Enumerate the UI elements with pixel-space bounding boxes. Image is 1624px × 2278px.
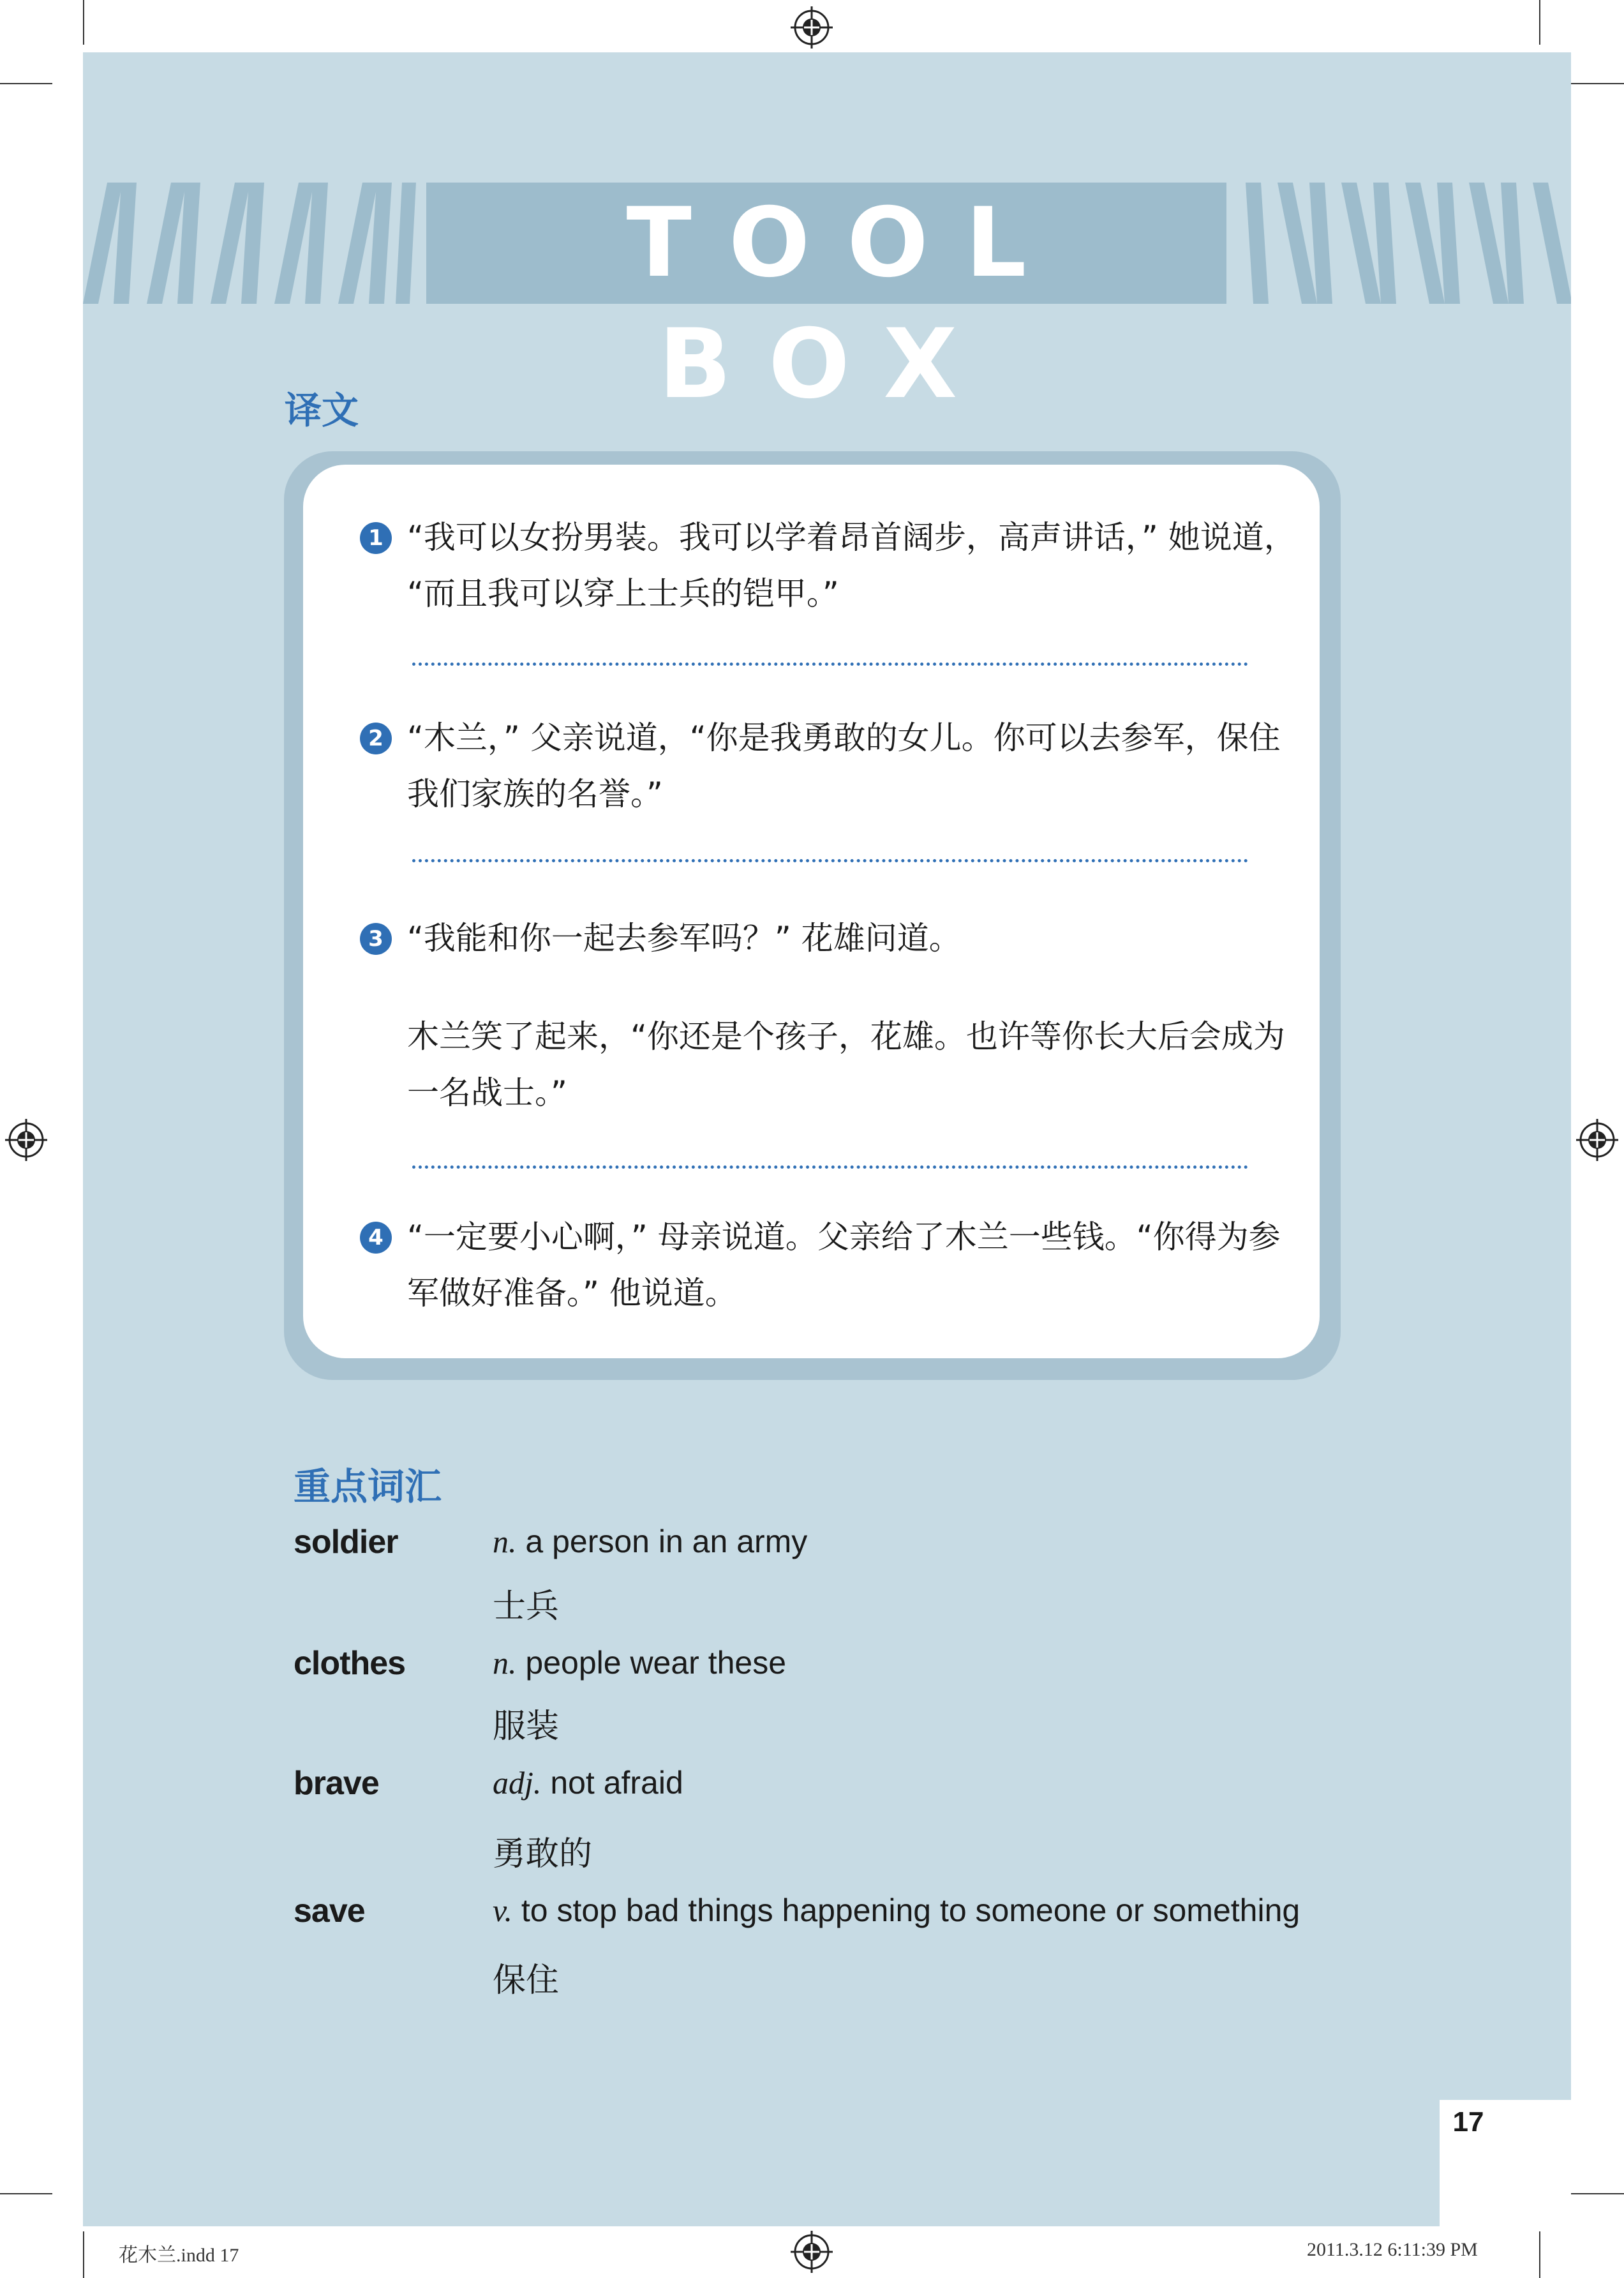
item-number-badge: 2: [360, 723, 392, 754]
registration-mark-icon: [1576, 1119, 1618, 1161]
definition-text: not afraid: [550, 1765, 683, 1801]
vocab-definition: [493, 1644, 786, 1681]
vocab-term: clothes: [294, 1645, 406, 1682]
translation-line: “一定要小心啊，” 母亲说道。父亲给了木兰一些钱。“你得为参: [407, 1218, 1281, 1255]
vocab-chinese: 服装: [493, 1707, 560, 1746]
vocab-term: soldier: [294, 1524, 398, 1561]
slug-timestamp: 2011.3.12 6:11:39 PM: [1307, 2239, 1478, 2260]
item-number-badge: 3: [360, 923, 392, 955]
translation-line: 我们家族的名誉。”: [407, 776, 663, 813]
translation-line: “我可以女扮男装。我可以学着昂首阔步，高声讲话，” 她说道，: [407, 519, 1296, 556]
registration-mark-icon: [791, 6, 833, 49]
item-number-badge: 4: [360, 1222, 392, 1254]
vocab-chinese: 士兵: [493, 1587, 560, 1626]
definition-text: people wear these: [525, 1645, 787, 1681]
crop-mark: [1539, 2231, 1540, 2278]
crop-mark: [0, 83, 52, 84]
crop-mark: [0, 2193, 52, 2194]
vocab-term: save: [294, 1892, 365, 1930]
registration-mark-icon: [5, 1119, 47, 1161]
translation-heading: 译文: [285, 389, 359, 432]
part-of-speech: n.: [493, 1524, 517, 1559]
dotted-divider: [412, 1165, 1248, 1169]
vocab-heading: 重点词汇: [294, 1465, 442, 1508]
crop-mark: [83, 2231, 84, 2278]
crop-mark: [1571, 2193, 1624, 2194]
crop-mark: [1571, 83, 1624, 84]
translation-line: 一名战士。”: [407, 1074, 567, 1111]
vocab-term: brave: [294, 1765, 379, 1802]
definition-text: a person in an army: [525, 1524, 808, 1559]
translation-line: “我能和你一起去参军吗？” 花雄问道。: [407, 920, 961, 957]
dotted-divider: [412, 859, 1248, 862]
vocab-chinese: 勇敢的: [493, 1835, 593, 1873]
part-of-speech: adj.: [493, 1765, 542, 1801]
slug-filename: 花木兰.indd 17: [119, 2245, 239, 2266]
crop-mark: [1539, 0, 1540, 45]
translation-line: 木兰笑了起来，“你还是个孩子，花雄。也许等你长大后会成为: [407, 1018, 1285, 1055]
part-of-speech: v.: [493, 1892, 512, 1928]
item-number-badge: 1: [360, 522, 392, 554]
dotted-divider: [412, 663, 1248, 666]
part-of-speech: n.: [493, 1645, 517, 1681]
translation-line: 军做好准备。” 他说道。: [407, 1275, 737, 1312]
translation-line: “而且我可以穿上士兵的铠甲。”: [407, 575, 839, 612]
definition-text: to stop bad things happening to someone or something: [521, 1892, 1300, 1928]
vocab-definition: [493, 1523, 807, 1560]
vocab-definition: [493, 1892, 1300, 1929]
page-number: 17: [1452, 2106, 1484, 2138]
banner-title: TOOL BOX: [626, 188, 1064, 420]
vocab-chinese: 保住: [493, 1961, 560, 2000]
registration-mark-icon: [791, 2231, 833, 2273]
translation-line: “木兰，” 父亲说道，“你是我勇敢的女儿。你可以去参军，保住: [407, 719, 1281, 756]
crop-mark: [83, 0, 84, 45]
vocab-definition: [493, 1764, 683, 1801]
